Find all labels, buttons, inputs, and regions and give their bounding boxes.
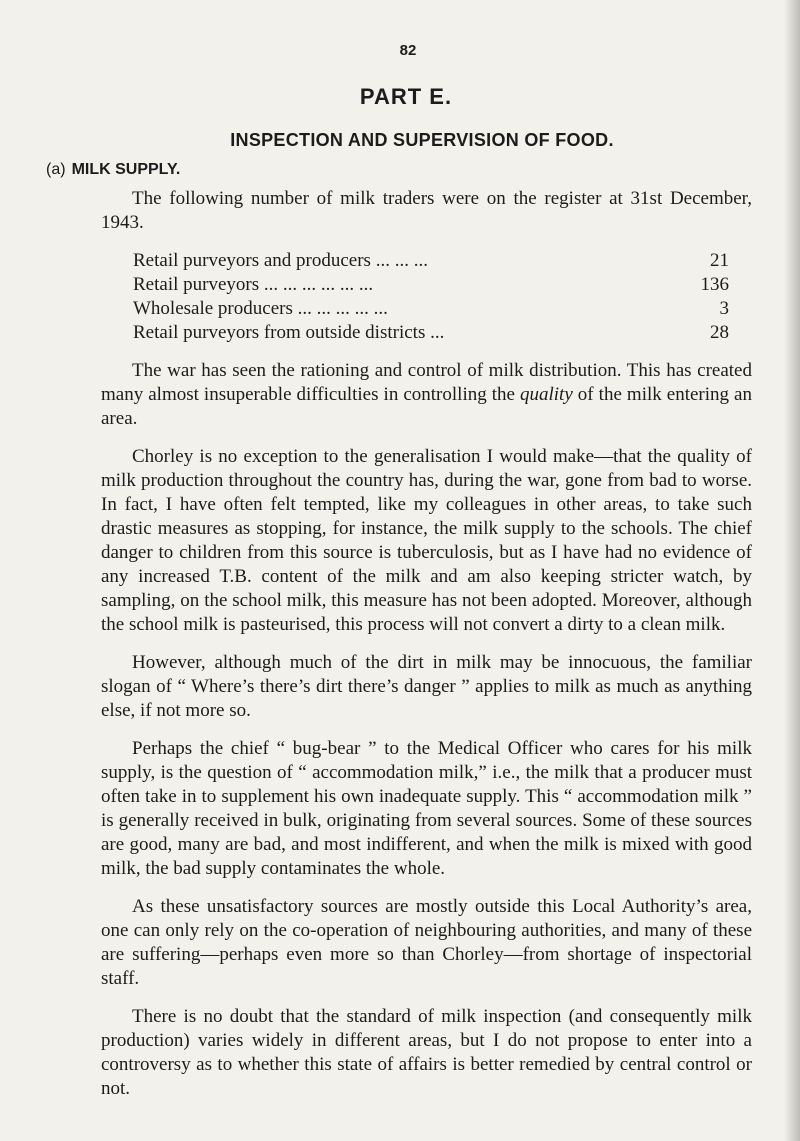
paragraph-bug-bear: Perhaps the chief “ bug-bear ” to the Medical Officer who cares for his milk supply, is the question of “ accommodation milk,” i.e., the milk that a producer must often take in to supplement his own inadequate supply. This “ accommodation milk ” is generally received in bulk, originating from several sources. Some of these sources are good, many are bad, and most indifferent, and when the milk is mixed with good milk, the bad supply contaminates the whole. — [101, 738, 752, 879]
register-label: Wholesale producers ... ... ... ... ... — [133, 298, 388, 319]
register-row — [133, 297, 729, 321]
page-edge-shadow — [784, 0, 800, 1141]
register-row — [133, 273, 729, 297]
subsection-title: MILK SUPPLY. — [71, 161, 181, 178]
register-label: Retail purveyors ... ... ... ... ... ... — [133, 274, 374, 295]
subsection-heading — [46, 161, 180, 179]
paragraph-however: However, although much of the dirt in milk may be innocuous, the familiar slogan of “ Where’s there’s dirt there’s danger ” applies to milk as much as anything else, if not more so. — [101, 652, 752, 721]
paragraph-war-before: The war has seen the rationing and control of milk distribution. This has created many almost insuperable difficulties in controlling the — [101, 360, 752, 405]
register-value: 136 — [700, 274, 729, 295]
paragraph-war-after: of the milk entering an area. — [101, 384, 752, 429]
page-number: 82 — [399, 42, 417, 59]
paragraph-war — [101, 359, 752, 431]
register-value: 3 — [719, 298, 729, 319]
register-row — [133, 249, 729, 273]
register-row — [133, 321, 729, 345]
body-text — [101, 187, 752, 1115]
part-title: PART E. — [359, 84, 453, 109]
paragraph-sources: As these unsatisfactory sources are mostly outside this Local Authority’s area, one can only rely on the co-operation of neighbouring authorities, and many of these are suffering—perhaps even more so than Chorley—from shortage of inspectorial staff. — [101, 896, 752, 989]
paragraph-war-emphasis: quality — [520, 384, 573, 405]
register-value: 21 — [710, 250, 729, 271]
intro-paragraph: The following number of milk traders were on the register at 31st December, 1943. — [101, 188, 752, 233]
paragraph-doubt: There is no doubt that the standard of milk inspection (and consequently milk production) varies widely in different areas, but I do not propose to enter into a controversy as to whether this state of affairs is better remedied by central control or not. — [101, 1006, 752, 1099]
paragraph-chorley: Chorley is no exception to the generalisation I would make—that the quality of milk production throughout the country has, during the war, gone from bad to worse. In fact, I have often felt tempted, like my colleagues in other areas, to take such drastic measures as stopping, for instance, the milk supply to the schools. The chief danger to children from this source is tuberculosis, but as I have had no evidence of any increased T.B. content of the milk and am also keeping stricter watch, by sampling, on the school milk, this measure has not been adopted. Moreover, although the school milk is pasteurised, this process will not convert a dirty to a clean milk. — [101, 446, 752, 635]
section-title: INSPECTION AND SUPERVISION OF FOOD. — [230, 130, 614, 150]
subsection-marker: (a) — [46, 161, 66, 178]
register-label: Retail purveyors from outside districts ... — [133, 322, 445, 343]
register-table — [133, 249, 752, 345]
register-label: Retail purveyors and producers ... ... ... — [133, 250, 428, 271]
register-value: 28 — [710, 322, 729, 343]
